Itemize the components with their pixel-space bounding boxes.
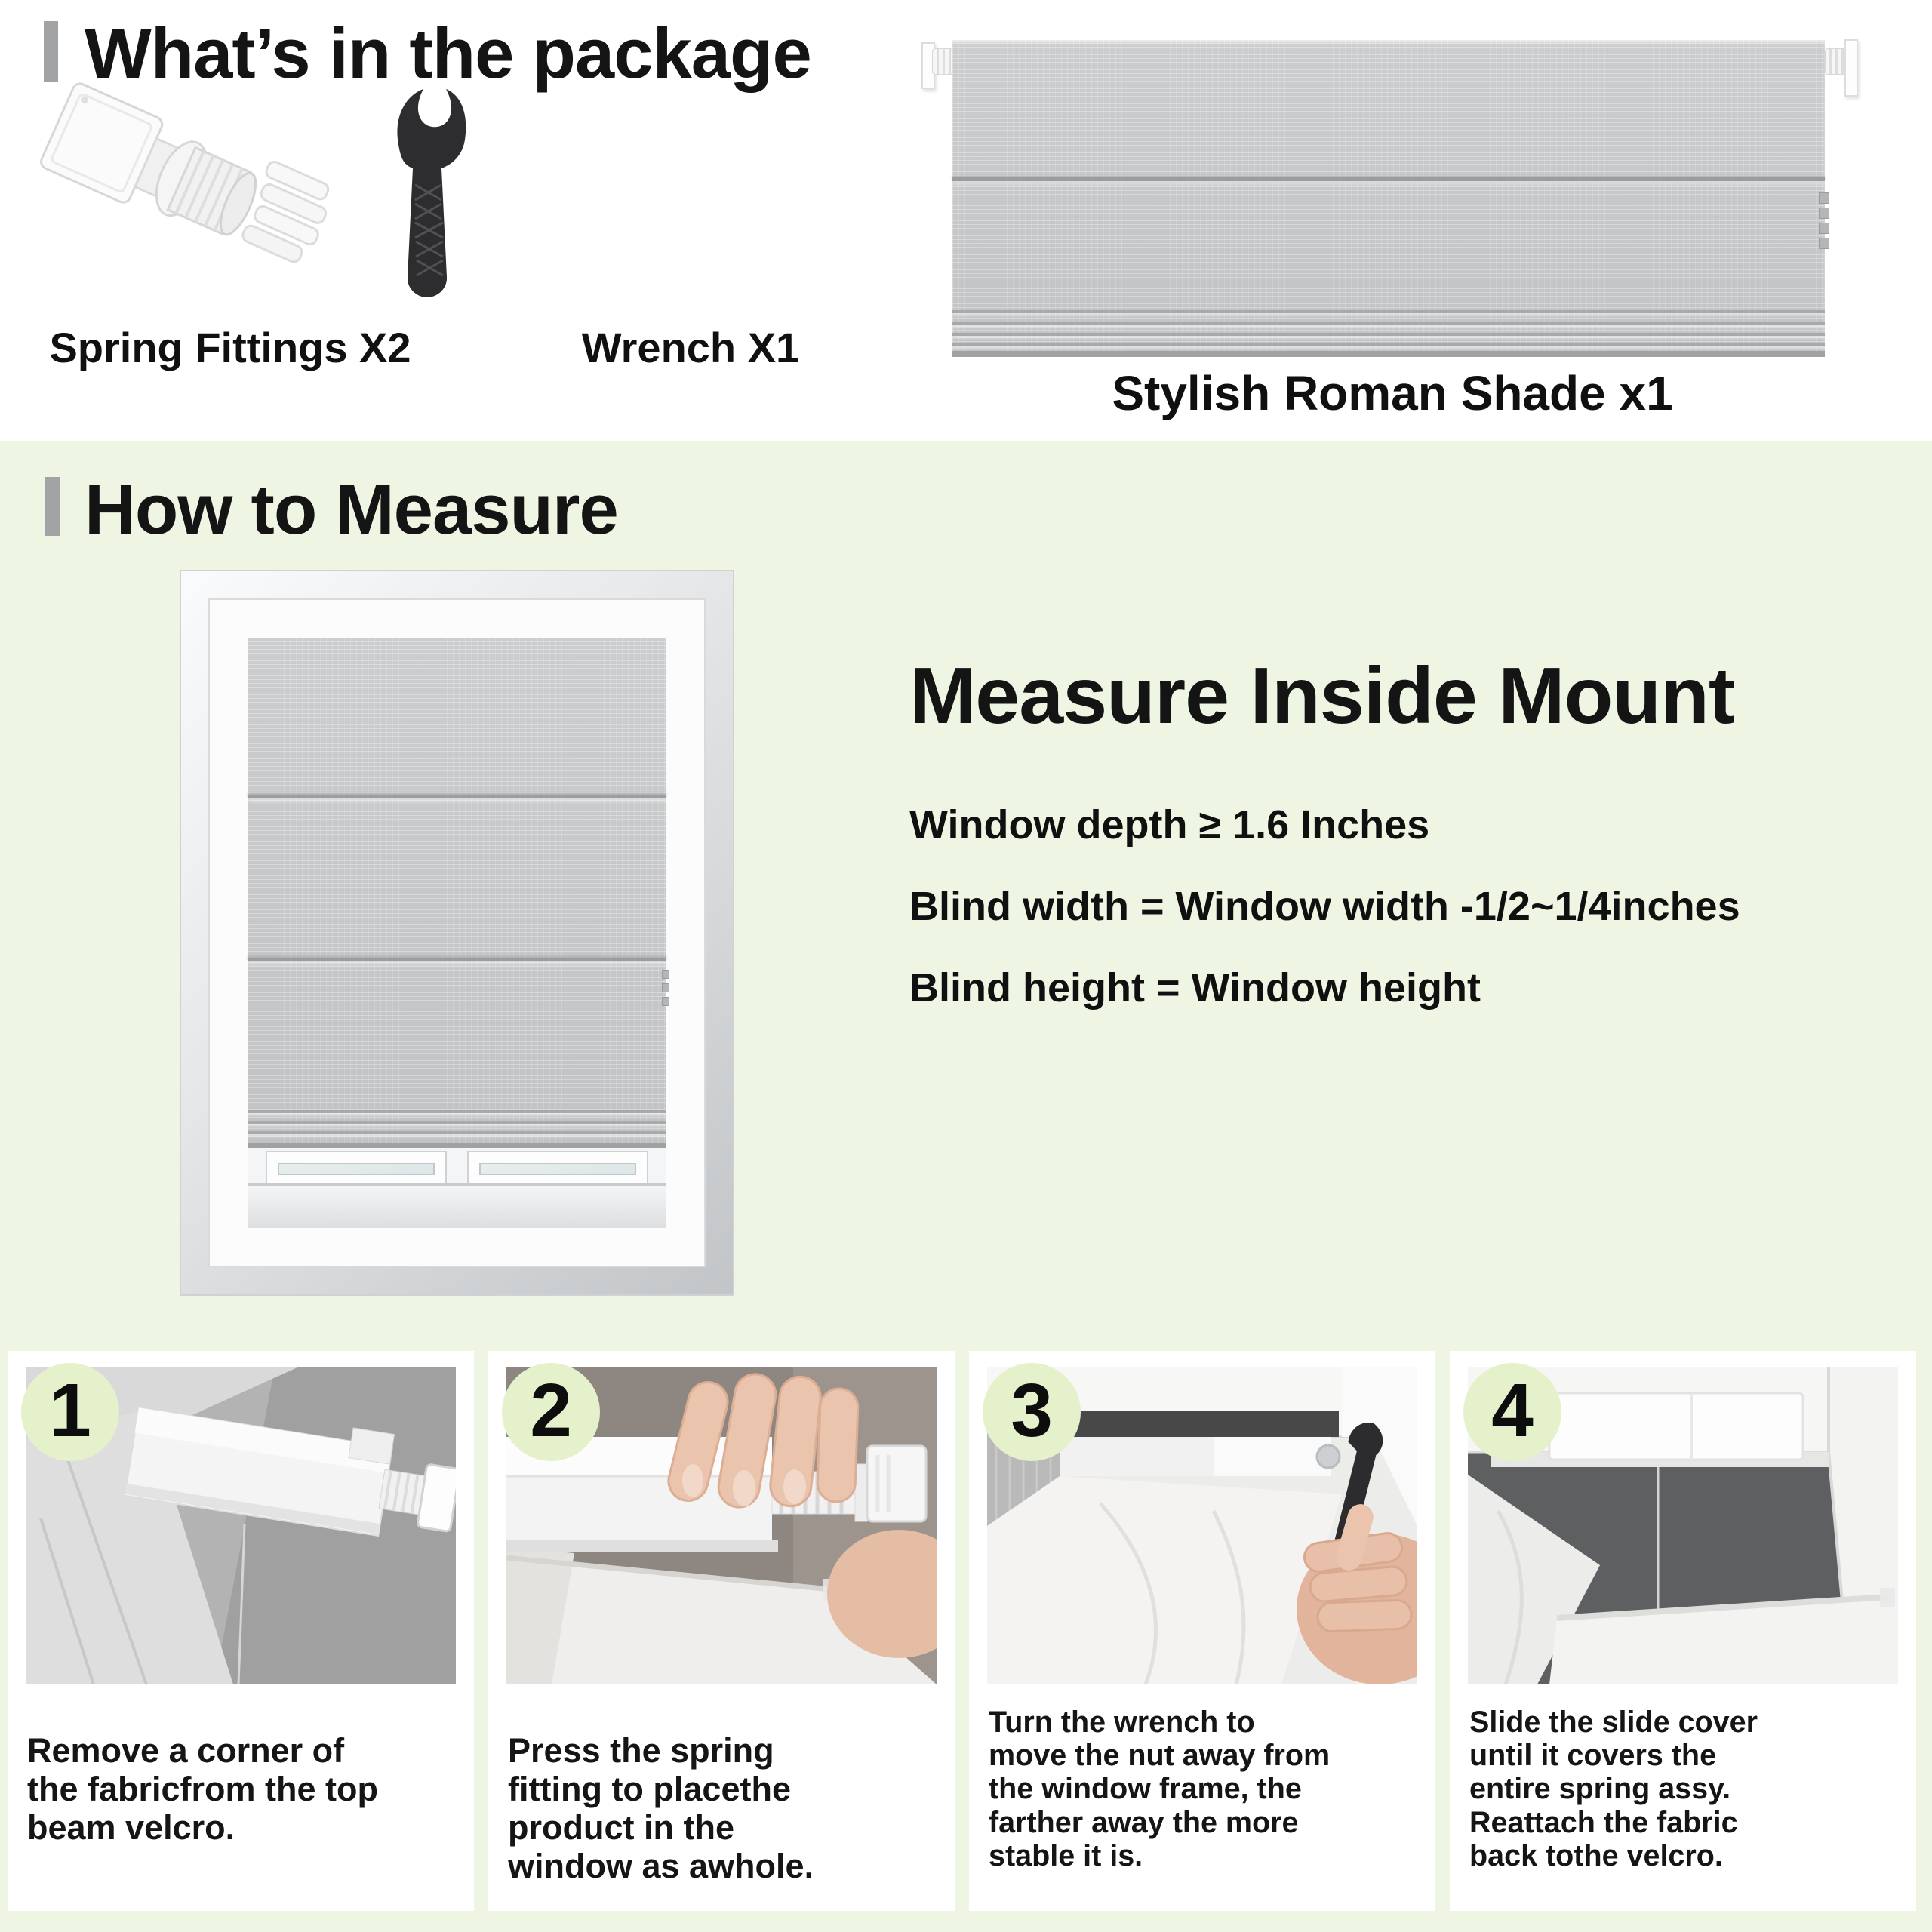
window-illustration (180, 570, 734, 1296)
window-panes (248, 1148, 666, 1186)
step-photo-3 (987, 1367, 1417, 1684)
measure-subheading: Measure Inside Mount (909, 651, 1735, 740)
step-number-badge: 1 (21, 1363, 119, 1461)
step-card-2 (488, 1351, 955, 1911)
step-number-badge: 2 (502, 1363, 600, 1461)
measure-line-width: Blind width = Window width -1/2~1/4inches (909, 884, 1740, 929)
step-caption: Press the spring fitting to placethe product in the window as awhole. (508, 1731, 814, 1885)
measure-section-heading: How to Measure (85, 469, 618, 549)
wrench-icon (374, 64, 468, 306)
step-caption: Turn the wrench to move the nut away from the window frame, the farther away the more stable it is. (989, 1706, 1331, 1872)
step-caption: Remove a corner of the fabricfrom the top beam velcro. (27, 1731, 379, 1847)
measure-line-depth: Window depth ≥ 1.6 Inches (909, 802, 1430, 848)
window-sill (248, 1183, 666, 1228)
step-card-3 (969, 1351, 1435, 1911)
step-photo-4 (1468, 1367, 1898, 1684)
step-photo-1 (26, 1367, 456, 1684)
wrench-label: Wrench X1 (581, 324, 800, 371)
heading-bar-icon (45, 477, 60, 536)
step-caption: Slide the slide cover until it covers the entire spring assy. Reattach the fabric back tothe velcro. (1469, 1706, 1758, 1872)
step-card-4 (1450, 1351, 1916, 1911)
step-number-badge: 4 (1463, 1363, 1561, 1461)
spring-fitting-image (30, 66, 332, 300)
step-number-badge: 3 (983, 1363, 1081, 1461)
roman-shade-caption: Stylish Roman Shade x1 (1112, 366, 1673, 420)
window-shade-illustration (248, 638, 666, 1148)
measure-line-height: Blind height = Window height (909, 965, 1481, 1011)
package-section-heading: What’s in the package (85, 14, 811, 93)
roman-shade-image (917, 21, 1860, 361)
step-card-1 (8, 1351, 474, 1911)
step-photo-2 (506, 1367, 937, 1684)
spring-fittings-label: Spring Fittings X2 (49, 324, 411, 371)
